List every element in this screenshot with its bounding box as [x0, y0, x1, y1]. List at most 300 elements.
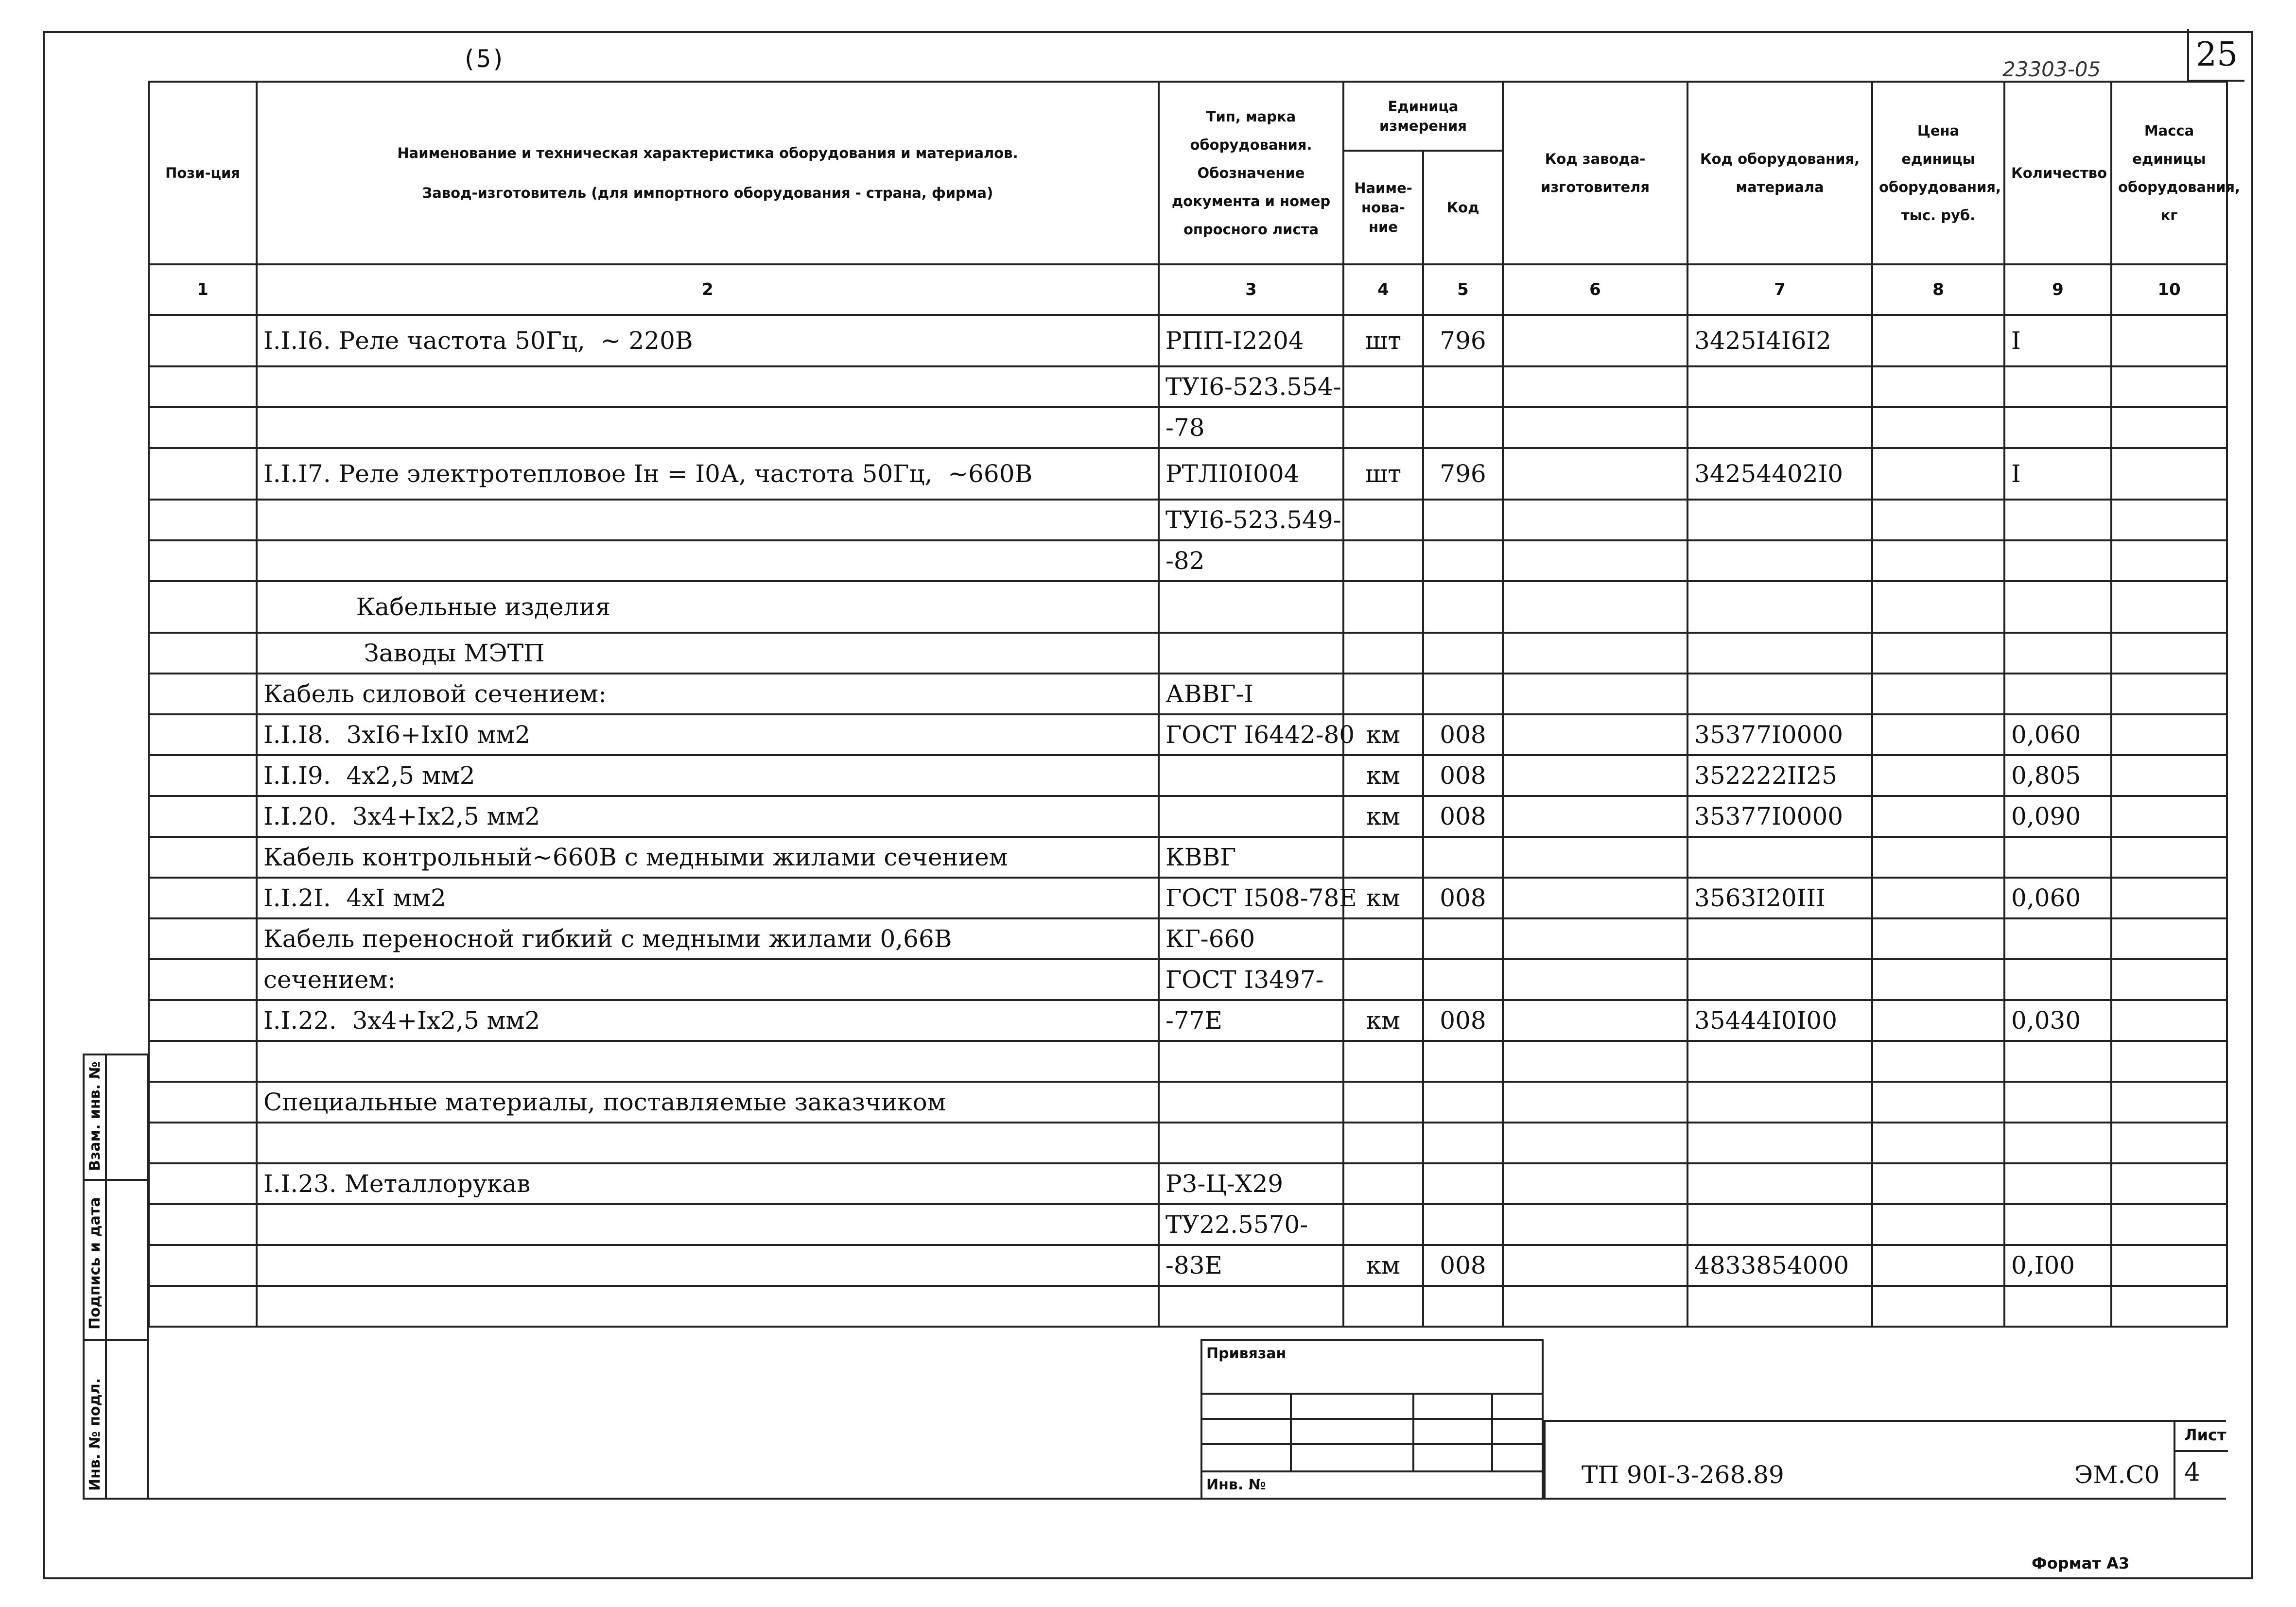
format-label: Формат А3 [2032, 1554, 2130, 1572]
column-number: 6 [1503, 264, 1687, 315]
header-name [257, 82, 1159, 264]
side-stamp-divider [83, 1179, 149, 1181]
row-unit [1343, 633, 1423, 674]
row-type: Р3-Ц-Х29 [1159, 1163, 1343, 1204]
row-type: РТЛI0I004 [1159, 448, 1343, 500]
row-item-code [1687, 674, 1872, 714]
row-mass [2111, 366, 2227, 407]
row-position [149, 878, 257, 918]
row-mass [2111, 755, 2227, 796]
row-unit: км [1343, 1000, 1423, 1041]
row-unit-code: 796 [1423, 448, 1503, 500]
row-quantity: 0,060 [2004, 714, 2111, 755]
row-maker-code [1503, 633, 1687, 674]
row-mass [2111, 1123, 2227, 1163]
row-quantity [2004, 407, 2111, 448]
sheet-label: Лист [2184, 1426, 2226, 1444]
row-quantity [2004, 540, 2111, 581]
row-name: сечением: [257, 959, 1159, 1000]
row-mass [2111, 1245, 2227, 1286]
row-position [149, 1000, 257, 1041]
column-number: 10 [2111, 264, 2227, 315]
row-name [257, 366, 1159, 407]
row-item-code [1687, 837, 1872, 878]
side-label-podpis: Подпись и дата [87, 1197, 104, 1330]
row-quantity [2004, 837, 2111, 878]
row-unit-code [1423, 581, 1503, 633]
row-quantity [2004, 1163, 2111, 1204]
row-quantity [2004, 633, 2111, 674]
table-row [149, 674, 2227, 714]
row-unit-code: 796 [1423, 315, 1503, 366]
row-position [149, 796, 257, 837]
row-item-code [1687, 633, 1872, 674]
row-type: -83Е [1159, 1245, 1343, 1286]
row-unit-code [1423, 366, 1503, 407]
row-unit-code [1423, 1041, 1503, 1082]
row-maker-code [1503, 1123, 1687, 1163]
stamp-line [1491, 1393, 1493, 1472]
row-unit: км [1343, 714, 1423, 755]
row-price [1872, 315, 2004, 366]
row-unit: шт [1343, 315, 1423, 366]
table-row [149, 448, 2227, 500]
row-mass [2111, 315, 2227, 366]
row-maker-code [1503, 796, 1687, 837]
title-block-top-line [1544, 1420, 2226, 1422]
row-mass [2111, 796, 2227, 837]
row-quantity [2004, 581, 2111, 633]
row-item-code [1687, 918, 1872, 959]
row-mass [2111, 448, 2227, 500]
row-mass [2111, 1204, 2227, 1245]
table-row [149, 1204, 2227, 1245]
row-price [1872, 674, 2004, 714]
row-position [149, 837, 257, 878]
row-item-code: 35444I0I00 [1687, 1000, 1872, 1041]
row-mass [2111, 878, 2227, 918]
row-unit-code [1423, 1286, 1503, 1327]
row-name: Кабель силовой сечением: [257, 674, 1159, 714]
row-price [1872, 1163, 2004, 1204]
row-position [149, 1123, 257, 1163]
row-type [1159, 581, 1343, 633]
row-quantity [2004, 1082, 2111, 1123]
row-maker-code [1503, 315, 1687, 366]
row-unit [1343, 959, 1423, 1000]
row-maker-code [1503, 581, 1687, 633]
row-name [257, 1204, 1159, 1245]
header-price: Цена единицы оборудования, тыс. руб. [1872, 82, 2004, 264]
row-quantity: 0,060 [2004, 878, 2111, 918]
row-unit-code [1423, 540, 1503, 581]
row-maker-code [1503, 1000, 1687, 1041]
row-item-code: 35377I0000 [1687, 714, 1872, 755]
row-unit [1343, 1082, 1423, 1123]
row-type: -77Е [1159, 1000, 1343, 1041]
row-unit [1343, 1123, 1423, 1163]
row-price [1872, 1286, 2004, 1327]
row-mass [2111, 581, 2227, 633]
row-unit: шт [1343, 448, 1423, 500]
row-maker-code [1503, 674, 1687, 714]
row-position [149, 1041, 257, 1082]
row-item-code: 35377I0000 [1687, 796, 1872, 837]
column-number: 5 [1423, 264, 1503, 315]
row-item-code: 4833854000 [1687, 1245, 1872, 1286]
document-mark: ЭМ.С0 [2074, 1461, 2160, 1489]
frame-bottom-line [148, 1498, 2226, 1500]
row-quantity: I [2004, 448, 2111, 500]
table-row [149, 633, 2227, 674]
row-name: I.I.22. 3х4+Iх2,5 мм2 [257, 1000, 1159, 1041]
row-maker-code [1503, 540, 1687, 581]
row-position [149, 1163, 257, 1204]
row-type [1159, 755, 1343, 796]
document-code: ТП 90I-3-268.89 [1582, 1461, 1784, 1489]
row-type: ТУ22.5570- [1159, 1204, 1343, 1245]
row-item-code [1687, 366, 1872, 407]
table-row [149, 837, 2227, 878]
row-price [1872, 918, 2004, 959]
table-row [149, 1123, 2227, 1163]
row-quantity: 0,090 [2004, 796, 2111, 837]
row-position [149, 1082, 257, 1123]
row-maker-code [1503, 448, 1687, 500]
row-price [1872, 540, 2004, 581]
row-item-code [1687, 959, 1872, 1000]
table-row [149, 407, 2227, 448]
side-label-inv-podl: Инв. № подл. [87, 1378, 104, 1491]
row-position [149, 714, 257, 755]
row-unit: км [1343, 878, 1423, 918]
row-quantity [2004, 1123, 2111, 1163]
column-number: 9 [2004, 264, 2111, 315]
row-mass [2111, 674, 2227, 714]
title-block-left-line [1544, 1420, 1546, 1500]
row-unit-code: 008 [1423, 878, 1503, 918]
header-name-line1: Наименование и техническая характеристика оборудования и материалов. [397, 145, 1018, 161]
table-row [149, 366, 2227, 407]
row-mass [2111, 1000, 2227, 1041]
row-name [257, 540, 1159, 581]
row-name: Кабель контрольный~660В с медными жилами сечением [257, 837, 1159, 878]
row-name [257, 1245, 1159, 1286]
row-mass [2111, 1286, 2227, 1327]
row-item-code [1687, 407, 1872, 448]
row-price [1872, 755, 2004, 796]
column-number: 3 [1159, 264, 1343, 315]
row-name: I.I.I9. 4х2,5 мм2 [257, 755, 1159, 796]
row-name: Заводы МЭТП [257, 633, 1159, 674]
row-item-code [1687, 1123, 1872, 1163]
row-item-code [1687, 1204, 1872, 1245]
row-mass [2111, 633, 2227, 674]
table-row [149, 918, 2227, 959]
row-unit-code [1423, 837, 1503, 878]
row-maker-code [1503, 1204, 1687, 1245]
row-type: -78 [1159, 407, 1343, 448]
row-type: ГОСТ I508-78Е [1159, 878, 1343, 918]
row-mass [2111, 959, 2227, 1000]
row-type: ТУI6-523.554- [1159, 366, 1343, 407]
row-unit [1343, 1163, 1423, 1204]
row-item-code [1687, 540, 1872, 581]
row-price [1872, 878, 2004, 918]
row-name: Специальные материалы, поставляемые заказчиком [257, 1082, 1159, 1123]
row-maker-code [1503, 837, 1687, 878]
row-name [257, 1041, 1159, 1082]
row-type: ТУI6-523.549- [1159, 500, 1343, 540]
header-unit-group: Единица измерения [1343, 82, 1503, 151]
row-mass [2111, 407, 2227, 448]
row-unit [1343, 674, 1423, 714]
table-row [149, 315, 2227, 366]
row-type: ГОСТ I3497- [1159, 959, 1343, 1000]
row-name [257, 407, 1159, 448]
row-price [1872, 959, 2004, 1000]
row-position [149, 366, 257, 407]
row-item-code: 34254402I0 [1687, 448, 1872, 500]
row-type [1159, 633, 1343, 674]
row-position [149, 755, 257, 796]
row-type [1159, 1041, 1343, 1082]
row-quantity [2004, 1041, 2111, 1082]
row-maker-code [1503, 407, 1687, 448]
row-type: -82 [1159, 540, 1343, 581]
table-row [149, 540, 2227, 581]
row-maker-code [1503, 1245, 1687, 1286]
row-price [1872, 366, 2004, 407]
row-price [1872, 581, 2004, 633]
row-unit [1343, 540, 1423, 581]
row-maker-code [1503, 366, 1687, 407]
row-price [1872, 448, 2004, 500]
row-position [149, 448, 257, 500]
page-number: 25 [2195, 35, 2238, 74]
row-maker-code [1503, 918, 1687, 959]
row-name: Кабель переносной гибкий с медными жилами 0,66В [257, 918, 1159, 959]
row-unit-code [1423, 407, 1503, 448]
row-type: АВВГ-I [1159, 674, 1343, 714]
row-position [149, 918, 257, 959]
row-quantity [2004, 1204, 2111, 1245]
row-type: КГ-660 [1159, 918, 1343, 959]
row-quantity [2004, 674, 2111, 714]
row-mass [2111, 500, 2227, 540]
table-row [149, 1245, 2227, 1286]
row-unit [1343, 366, 1423, 407]
handwritten-code: 23303-05 [2002, 57, 2101, 81]
row-position [149, 407, 257, 448]
row-type: ГОСТ I6442-80 [1159, 714, 1343, 755]
header-unit-code: Код [1423, 151, 1503, 264]
row-price [1872, 1204, 2004, 1245]
table-row [149, 1041, 2227, 1082]
row-price [1872, 500, 2004, 540]
row-price [1872, 714, 2004, 755]
table-row [149, 959, 2227, 1000]
row-item-code [1687, 1286, 1872, 1327]
row-mass [2111, 1082, 2227, 1123]
row-unit-code: 008 [1423, 1000, 1503, 1041]
row-maker-code [1503, 714, 1687, 755]
binding-stamp [1200, 1339, 1544, 1500]
column-number: 4 [1343, 264, 1423, 315]
side-label-vzam: Взам. инв. № [87, 1061, 104, 1171]
row-price [1872, 1041, 2004, 1082]
row-position [149, 500, 257, 540]
header-name-line2: Завод-изготовитель (для импортного оборудования - страна, фирма) [422, 185, 993, 201]
row-unit [1343, 1286, 1423, 1327]
header-maker-code: Код завода-изготовителя [1503, 82, 1687, 264]
row-unit-code [1423, 1082, 1503, 1123]
table-row [149, 1082, 2227, 1123]
header-position: Пози-ция [149, 82, 257, 264]
row-name [257, 500, 1159, 540]
row-price [1872, 1123, 2004, 1163]
row-maker-code [1503, 1082, 1687, 1123]
row-position [149, 1286, 257, 1327]
row-type: РПП-I2204 [1159, 315, 1343, 366]
row-name [257, 1123, 1159, 1163]
page-number-box [2187, 29, 2244, 82]
table-row [149, 1000, 2227, 1041]
row-item-code: 3563I20III [1687, 878, 1872, 918]
table-row [149, 796, 2227, 837]
table-row [149, 1286, 2227, 1327]
row-price [1872, 1082, 2004, 1123]
row-unit [1343, 918, 1423, 959]
row-quantity [2004, 366, 2111, 407]
table-row [149, 755, 2227, 796]
stamp-line [1412, 1393, 1414, 1472]
row-maker-code [1503, 878, 1687, 918]
row-type [1159, 796, 1343, 837]
row-maker-code [1503, 1041, 1687, 1082]
row-unit-code: 008 [1423, 714, 1503, 755]
side-stamp-value-column [105, 1054, 149, 1500]
row-position [149, 674, 257, 714]
row-item-code: 352222II25 [1687, 755, 1872, 796]
header-mass: Масса единицы оборудования, кг [2111, 82, 2227, 264]
row-name: I.I.I6. Реле частота 50Гц, ~ 220В [257, 315, 1159, 366]
row-unit-code [1423, 918, 1503, 959]
row-unit [1343, 1204, 1423, 1245]
row-maker-code [1503, 1163, 1687, 1204]
row-quantity: 0,I00 [2004, 1245, 2111, 1286]
row-maker-code [1503, 755, 1687, 796]
row-position [149, 1245, 257, 1286]
row-mass [2111, 918, 2227, 959]
column-number: 1 [149, 264, 257, 315]
table-row [149, 581, 2227, 633]
row-item-code [1687, 500, 1872, 540]
row-quantity: I [2004, 315, 2111, 366]
row-item-code [1687, 1163, 1872, 1204]
row-price [1872, 1000, 2004, 1041]
specification-table [148, 81, 2241, 1328]
column-number: 2 [257, 264, 1159, 315]
header-unit-name: Наиме-нова-ние [1343, 151, 1423, 264]
column-number: 7 [1687, 264, 1872, 315]
row-position [149, 540, 257, 581]
row-unit [1343, 581, 1423, 633]
row-position [149, 633, 257, 674]
row-quantity [2004, 918, 2111, 959]
row-quantity [2004, 1286, 2111, 1327]
row-position [149, 1204, 257, 1245]
row-maker-code [1503, 959, 1687, 1000]
row-name: I.I.20. 3х4+Iх2,5 мм2 [257, 796, 1159, 837]
row-mass [2111, 540, 2227, 581]
row-unit: км [1343, 796, 1423, 837]
row-item-code [1687, 581, 1872, 633]
sheet-box-divider [2175, 1450, 2228, 1452]
row-maker-code [1503, 1286, 1687, 1327]
row-unit-code [1423, 1204, 1503, 1245]
row-item-code [1687, 1082, 1872, 1123]
side-stamp-divider [83, 1339, 149, 1341]
row-type [1159, 1286, 1343, 1327]
column-number: 8 [1872, 264, 2004, 315]
row-unit [1343, 837, 1423, 878]
header-type: Тип, марка оборудования. Обозначение документа и номер опросного листа [1159, 82, 1343, 264]
row-quantity: 0,805 [2004, 755, 2111, 796]
sheet-box [2174, 1420, 2226, 1500]
row-unit-code [1423, 674, 1503, 714]
row-unit-code [1423, 500, 1503, 540]
row-unit-code: 008 [1423, 755, 1503, 796]
row-position [149, 581, 257, 633]
row-unit [1343, 500, 1423, 540]
row-name: Кабельные изделия [257, 581, 1159, 633]
row-mass [2111, 1163, 2227, 1204]
row-unit-code [1423, 633, 1503, 674]
row-position [149, 315, 257, 366]
row-unit: км [1343, 1245, 1423, 1286]
row-type: КВВГ [1159, 837, 1343, 878]
row-item-code [1687, 1041, 1872, 1082]
row-unit-code: 008 [1423, 1245, 1503, 1286]
header-item-code: Код оборудования, материала [1687, 82, 1872, 264]
row-name: I.I.I8. 3хI6+IхI0 мм2 [257, 714, 1159, 755]
row-name [257, 1286, 1159, 1327]
row-unit: км [1343, 755, 1423, 796]
row-quantity [2004, 959, 2111, 1000]
stamp-label-privyazan: Привязан [1206, 1345, 1287, 1362]
row-unit-code: 008 [1423, 796, 1503, 837]
row-price [1872, 633, 2004, 674]
stamp-line [1290, 1393, 1292, 1472]
table-row [149, 878, 2227, 918]
row-unit-code [1423, 1123, 1503, 1163]
row-price [1872, 1245, 2004, 1286]
row-unit [1343, 1041, 1423, 1082]
table-row [149, 714, 2227, 755]
row-price [1872, 407, 2004, 448]
sheet-number: 4 [2184, 1458, 2201, 1487]
row-maker-code [1503, 500, 1687, 540]
row-price [1872, 796, 2004, 837]
row-mass [2111, 714, 2227, 755]
table-row [149, 500, 2227, 540]
row-unit-code [1423, 959, 1503, 1000]
header-quantity: Количество [2004, 82, 2111, 264]
stamp-label-inv: Инв. № [1206, 1476, 1266, 1493]
row-quantity [2004, 500, 2111, 540]
row-position [149, 959, 257, 1000]
